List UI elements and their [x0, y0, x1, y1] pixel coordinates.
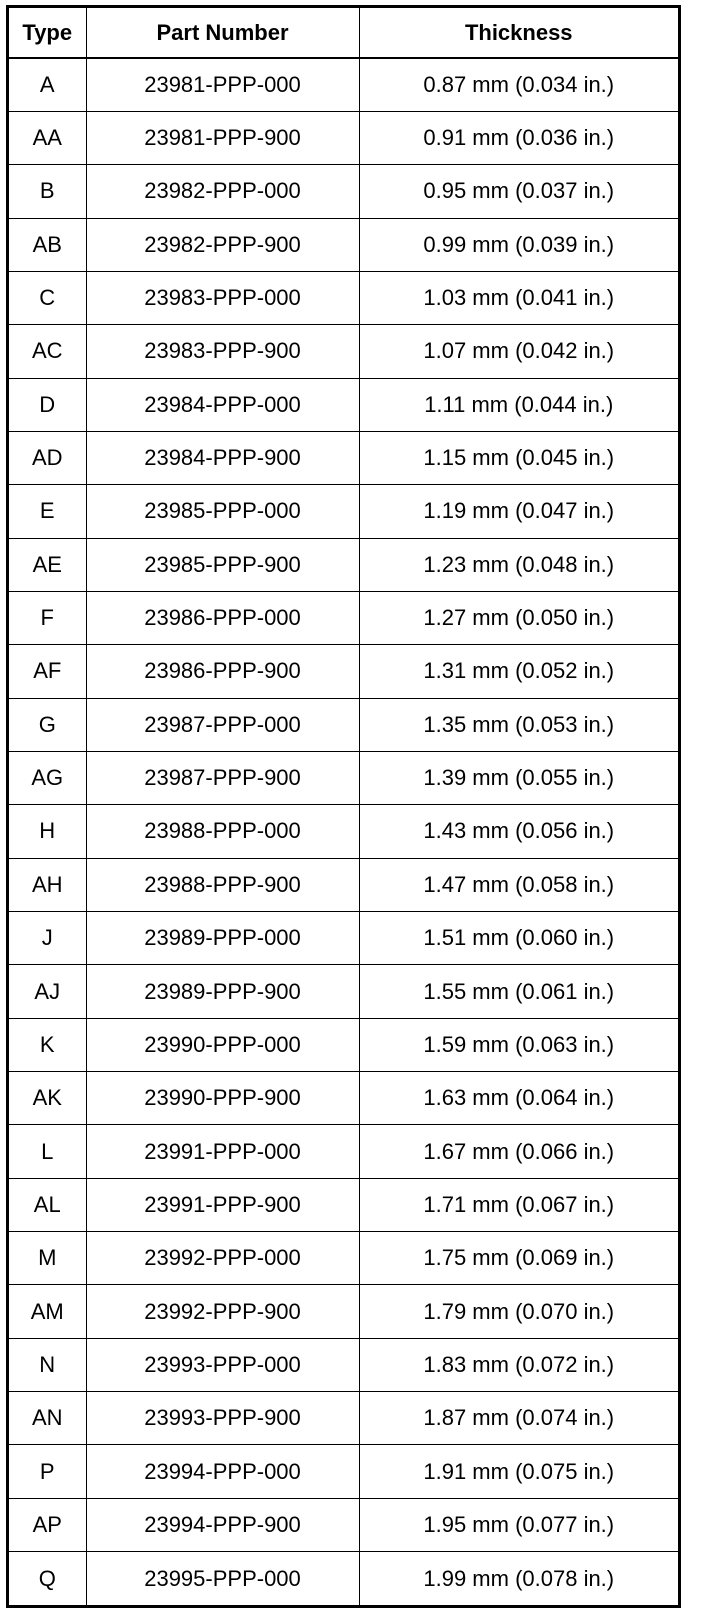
- cell-part-number: 23984-PPP-000: [86, 378, 359, 431]
- table-row: [9, 1498, 678, 1551]
- cell-part-number: 23982-PPP-000: [86, 165, 359, 218]
- cell-thickness: 0.91 mm (0.036 in.): [359, 111, 678, 164]
- cell-part-number: 23991-PPP-900: [86, 1178, 359, 1231]
- table-row: [9, 805, 678, 858]
- cell-part-number: 23982-PPP-900: [86, 218, 359, 271]
- cell-type: J: [9, 912, 86, 965]
- cell-thickness: 1.31 mm (0.052 in.): [359, 645, 678, 698]
- table-row: [9, 591, 678, 644]
- header-thickness: Thickness: [359, 8, 678, 58]
- table-row: [9, 325, 678, 378]
- cell-type: N: [9, 1338, 86, 1391]
- table-row: [9, 1125, 678, 1178]
- table-row: [9, 1072, 678, 1125]
- cell-part-number: 23986-PPP-000: [86, 591, 359, 644]
- cell-thickness: 1.87 mm (0.074 in.): [359, 1392, 678, 1445]
- parts-table: [9, 8, 678, 1605]
- cell-type: B: [9, 165, 86, 218]
- cell-thickness: 1.47 mm (0.058 in.): [359, 858, 678, 911]
- cell-part-number: 23985-PPP-000: [86, 485, 359, 538]
- cell-type: AE: [9, 538, 86, 591]
- table-row: [9, 1338, 678, 1391]
- table-row: [9, 645, 678, 698]
- table-row: [9, 1445, 678, 1498]
- table-row: [9, 271, 678, 324]
- cell-part-number: 23984-PPP-900: [86, 431, 359, 484]
- cell-thickness: 1.55 mm (0.061 in.): [359, 965, 678, 1018]
- cell-part-number: 23989-PPP-900: [86, 965, 359, 1018]
- cell-type: P: [9, 1445, 86, 1498]
- cell-part-number: 23988-PPP-900: [86, 858, 359, 911]
- cell-thickness: 1.59 mm (0.063 in.): [359, 1018, 678, 1071]
- cell-part-number: 23992-PPP-000: [86, 1232, 359, 1285]
- cell-thickness: 1.15 mm (0.045 in.): [359, 431, 678, 484]
- cell-type: AL: [9, 1178, 86, 1231]
- cell-part-number: 23994-PPP-000: [86, 1445, 359, 1498]
- table-row: [9, 1232, 678, 1285]
- cell-part-number: 23994-PPP-900: [86, 1498, 359, 1551]
- cell-type: E: [9, 485, 86, 538]
- cell-thickness: 1.03 mm (0.041 in.): [359, 271, 678, 324]
- header-type: Type: [9, 8, 86, 58]
- cell-part-number: 23988-PPP-000: [86, 805, 359, 858]
- cell-part-number: 23991-PPP-000: [86, 1125, 359, 1178]
- table-row: [9, 1178, 678, 1231]
- cell-thickness: 0.87 mm (0.034 in.): [359, 58, 678, 111]
- cell-type: AJ: [9, 965, 86, 1018]
- table-row: [9, 912, 678, 965]
- cell-type: K: [9, 1018, 86, 1071]
- cell-type: AM: [9, 1285, 86, 1338]
- cell-type: A: [9, 58, 86, 111]
- cell-thickness: 1.67 mm (0.066 in.): [359, 1125, 678, 1178]
- cell-thickness: 1.79 mm (0.070 in.): [359, 1285, 678, 1338]
- cell-type: C: [9, 271, 86, 324]
- header-row: [9, 8, 678, 58]
- table-row: [9, 218, 678, 271]
- table-row: [9, 111, 678, 164]
- table-row: [9, 1018, 678, 1071]
- cell-part-number: 23995-PPP-000: [86, 1552, 359, 1605]
- cell-type: AB: [9, 218, 86, 271]
- cell-type: H: [9, 805, 86, 858]
- cell-thickness: 1.99 mm (0.078 in.): [359, 1552, 678, 1605]
- cell-thickness: 1.11 mm (0.044 in.): [359, 378, 678, 431]
- cell-thickness: 1.19 mm (0.047 in.): [359, 485, 678, 538]
- cell-part-number: 23983-PPP-000: [86, 271, 359, 324]
- cell-thickness: 1.91 mm (0.075 in.): [359, 1445, 678, 1498]
- cell-type: AD: [9, 431, 86, 484]
- cell-part-number: 23990-PPP-000: [86, 1018, 359, 1071]
- cell-part-number: 23987-PPP-000: [86, 698, 359, 751]
- table-row: [9, 58, 678, 111]
- table-row: [9, 1285, 678, 1338]
- cell-thickness: 1.07 mm (0.042 in.): [359, 325, 678, 378]
- cell-thickness: 0.99 mm (0.039 in.): [359, 218, 678, 271]
- parts-table-container: [6, 5, 681, 1608]
- table-row: [9, 485, 678, 538]
- cell-thickness: 1.23 mm (0.048 in.): [359, 538, 678, 591]
- cell-thickness: 1.35 mm (0.053 in.): [359, 698, 678, 751]
- cell-part-number: 23990-PPP-900: [86, 1072, 359, 1125]
- cell-type: AA: [9, 111, 86, 164]
- table-row: [9, 1392, 678, 1445]
- cell-part-number: 23986-PPP-900: [86, 645, 359, 698]
- cell-thickness: 1.27 mm (0.050 in.): [359, 591, 678, 644]
- table-row: [9, 858, 678, 911]
- header-part-number: Part Number: [86, 8, 359, 58]
- table-row: [9, 378, 678, 431]
- cell-thickness: 1.39 mm (0.055 in.): [359, 751, 678, 804]
- cell-thickness: 1.71 mm (0.067 in.): [359, 1178, 678, 1231]
- cell-type: D: [9, 378, 86, 431]
- cell-type: AG: [9, 751, 86, 804]
- cell-part-number: 23981-PPP-900: [86, 111, 359, 164]
- cell-part-number: 23992-PPP-900: [86, 1285, 359, 1338]
- cell-type: Q: [9, 1552, 86, 1605]
- cell-part-number: 23989-PPP-000: [86, 912, 359, 965]
- table-header: [9, 8, 678, 58]
- table-row: [9, 1552, 678, 1605]
- cell-type: L: [9, 1125, 86, 1178]
- cell-type: M: [9, 1232, 86, 1285]
- cell-type: AC: [9, 325, 86, 378]
- table-row: [9, 165, 678, 218]
- cell-type: AN: [9, 1392, 86, 1445]
- cell-part-number: 23983-PPP-900: [86, 325, 359, 378]
- cell-type: F: [9, 591, 86, 644]
- table-row: [9, 698, 678, 751]
- cell-thickness: 1.63 mm (0.064 in.): [359, 1072, 678, 1125]
- table-row: [9, 751, 678, 804]
- cell-type: AK: [9, 1072, 86, 1125]
- table-row: [9, 538, 678, 591]
- cell-thickness: 1.43 mm (0.056 in.): [359, 805, 678, 858]
- table-row: [9, 431, 678, 484]
- cell-type: AF: [9, 645, 86, 698]
- cell-thickness: 1.75 mm (0.069 in.): [359, 1232, 678, 1285]
- cell-part-number: 23993-PPP-000: [86, 1338, 359, 1391]
- cell-thickness: 0.95 mm (0.037 in.): [359, 165, 678, 218]
- cell-thickness: 1.83 mm (0.072 in.): [359, 1338, 678, 1391]
- cell-type: AP: [9, 1498, 86, 1551]
- cell-part-number: 23987-PPP-900: [86, 751, 359, 804]
- table-row: [9, 965, 678, 1018]
- cell-part-number: 23985-PPP-900: [86, 538, 359, 591]
- table-body: [9, 58, 678, 1605]
- cell-part-number: 23981-PPP-000: [86, 58, 359, 111]
- cell-thickness: 1.95 mm (0.077 in.): [359, 1498, 678, 1551]
- cell-type: AH: [9, 858, 86, 911]
- cell-thickness: 1.51 mm (0.060 in.): [359, 912, 678, 965]
- cell-type: G: [9, 698, 86, 751]
- cell-part-number: 23993-PPP-900: [86, 1392, 359, 1445]
